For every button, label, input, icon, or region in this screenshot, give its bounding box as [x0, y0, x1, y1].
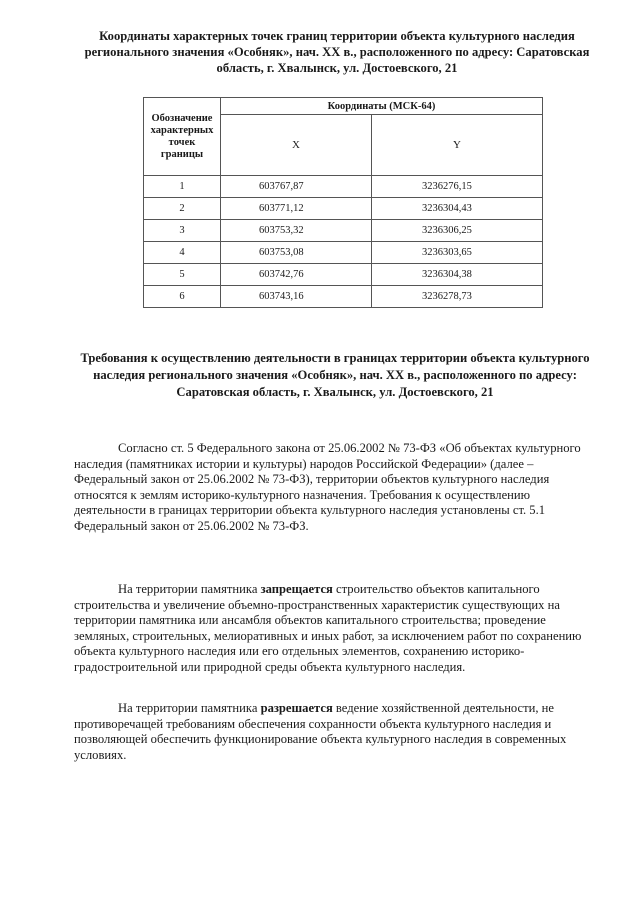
y-value-cell: 3236304,43	[372, 198, 543, 220]
y-value-cell: 3236276,15	[372, 176, 543, 198]
paragraph-prohibited	[74, 582, 604, 676]
x-value-cell: 603753,32	[221, 220, 372, 242]
table-body	[144, 176, 543, 308]
coordinates-title: Координаты характерных точек границ территории объекта культурного наследия регионального значения «Особняк», нач. XX в., расположенного по адресу: Саратовская область, г. Хвалынск, ул. Достоевского, 21	[84, 29, 590, 75]
point-number-cell: 1	[144, 176, 221, 198]
x-header: X	[221, 115, 372, 176]
paragraph-lead: На территории памятника	[118, 582, 261, 596]
table-row	[144, 242, 543, 264]
x-value-cell: 603767,87	[221, 176, 372, 198]
paragraph-text: ведение хозяйственной деятельности, не противоречащей требованиям обеспечения сохранности объекта культурного наследия и позволяющей обеспечить функционирование объекта культурного наследия в современных условиях.	[74, 701, 567, 762]
paragraph-text: строительство объектов капитального строительства и увеличение объемно-пространственных характеристик существующих на территории памятника или ансамбля объектов капитального строительства; проведение земляных, строительных, мелиоративных и иных работ, за исключением работ по сохранению объекта культурного наследия или его отдельных элементов, сохранению историко-градостроительной или природной среды объекта культурного наследия.	[74, 582, 582, 674]
table-row	[144, 176, 543, 198]
x-value-cell: 603753,08	[221, 242, 372, 264]
point-number-cell: 3	[144, 220, 221, 242]
y-value-cell: 3236278,73	[372, 286, 543, 308]
coordinates-header: Координаты (МСК-64)	[221, 98, 543, 115]
table-row	[144, 264, 543, 286]
table-header-row	[144, 98, 543, 115]
y-value-cell: 3236304,38	[372, 264, 543, 286]
point-number-cell: 6	[144, 286, 221, 308]
x-value-cell: 603743,16	[221, 286, 372, 308]
paragraph-text: Согласно ст. 5 Федерального закона от 25.06.2002 № 73-ФЗ «Об объектах культурного наследия (памятниках истории и культуры) народов Российской Федерации» (далее – Федеральный закон от 25.06.2002 № 73-ФЗ), территории объектов культурного наследия относятся к землям историко-культурного назначения. Требования к осуществлению деятельности в границах территории объекта культурного наследия установлены ст. 5.1 Федеральный закон от 25.06.2002 № 73-ФЗ.	[74, 441, 581, 533]
y-header: Y	[372, 115, 543, 176]
y-value-cell: 3236306,25	[372, 220, 543, 242]
paragraph-permitted	[74, 701, 604, 763]
x-value-cell: 603771,12	[221, 198, 372, 220]
paragraph-legal-basis	[74, 441, 604, 535]
permitted-keyword: разрешается	[260, 701, 333, 715]
table-row	[144, 198, 543, 220]
y-value-cell: 3236303,65	[372, 242, 543, 264]
table-row	[144, 220, 543, 242]
point-number-cell: 5	[144, 264, 221, 286]
prohibited-keyword: запрещается	[260, 582, 333, 596]
x-value-cell: 603742,76	[221, 264, 372, 286]
paragraph-lead: На территории памятника	[118, 701, 261, 715]
point-number-cell: 2	[144, 198, 221, 220]
coordinates-table	[143, 97, 543, 308]
point-number-cell: 4	[144, 242, 221, 264]
requirements-title: Требования к осуществлению деятельности в границах территории объекта культурного наследия регионального значения «Особняк», нач. XX в., расположенного по адресу: Саратовская область, г. Хвалынск, ул. Достоевского, 21	[80, 351, 590, 399]
point-label-header: Обозначение характерных точек границы	[144, 98, 221, 176]
table-row	[144, 286, 543, 308]
